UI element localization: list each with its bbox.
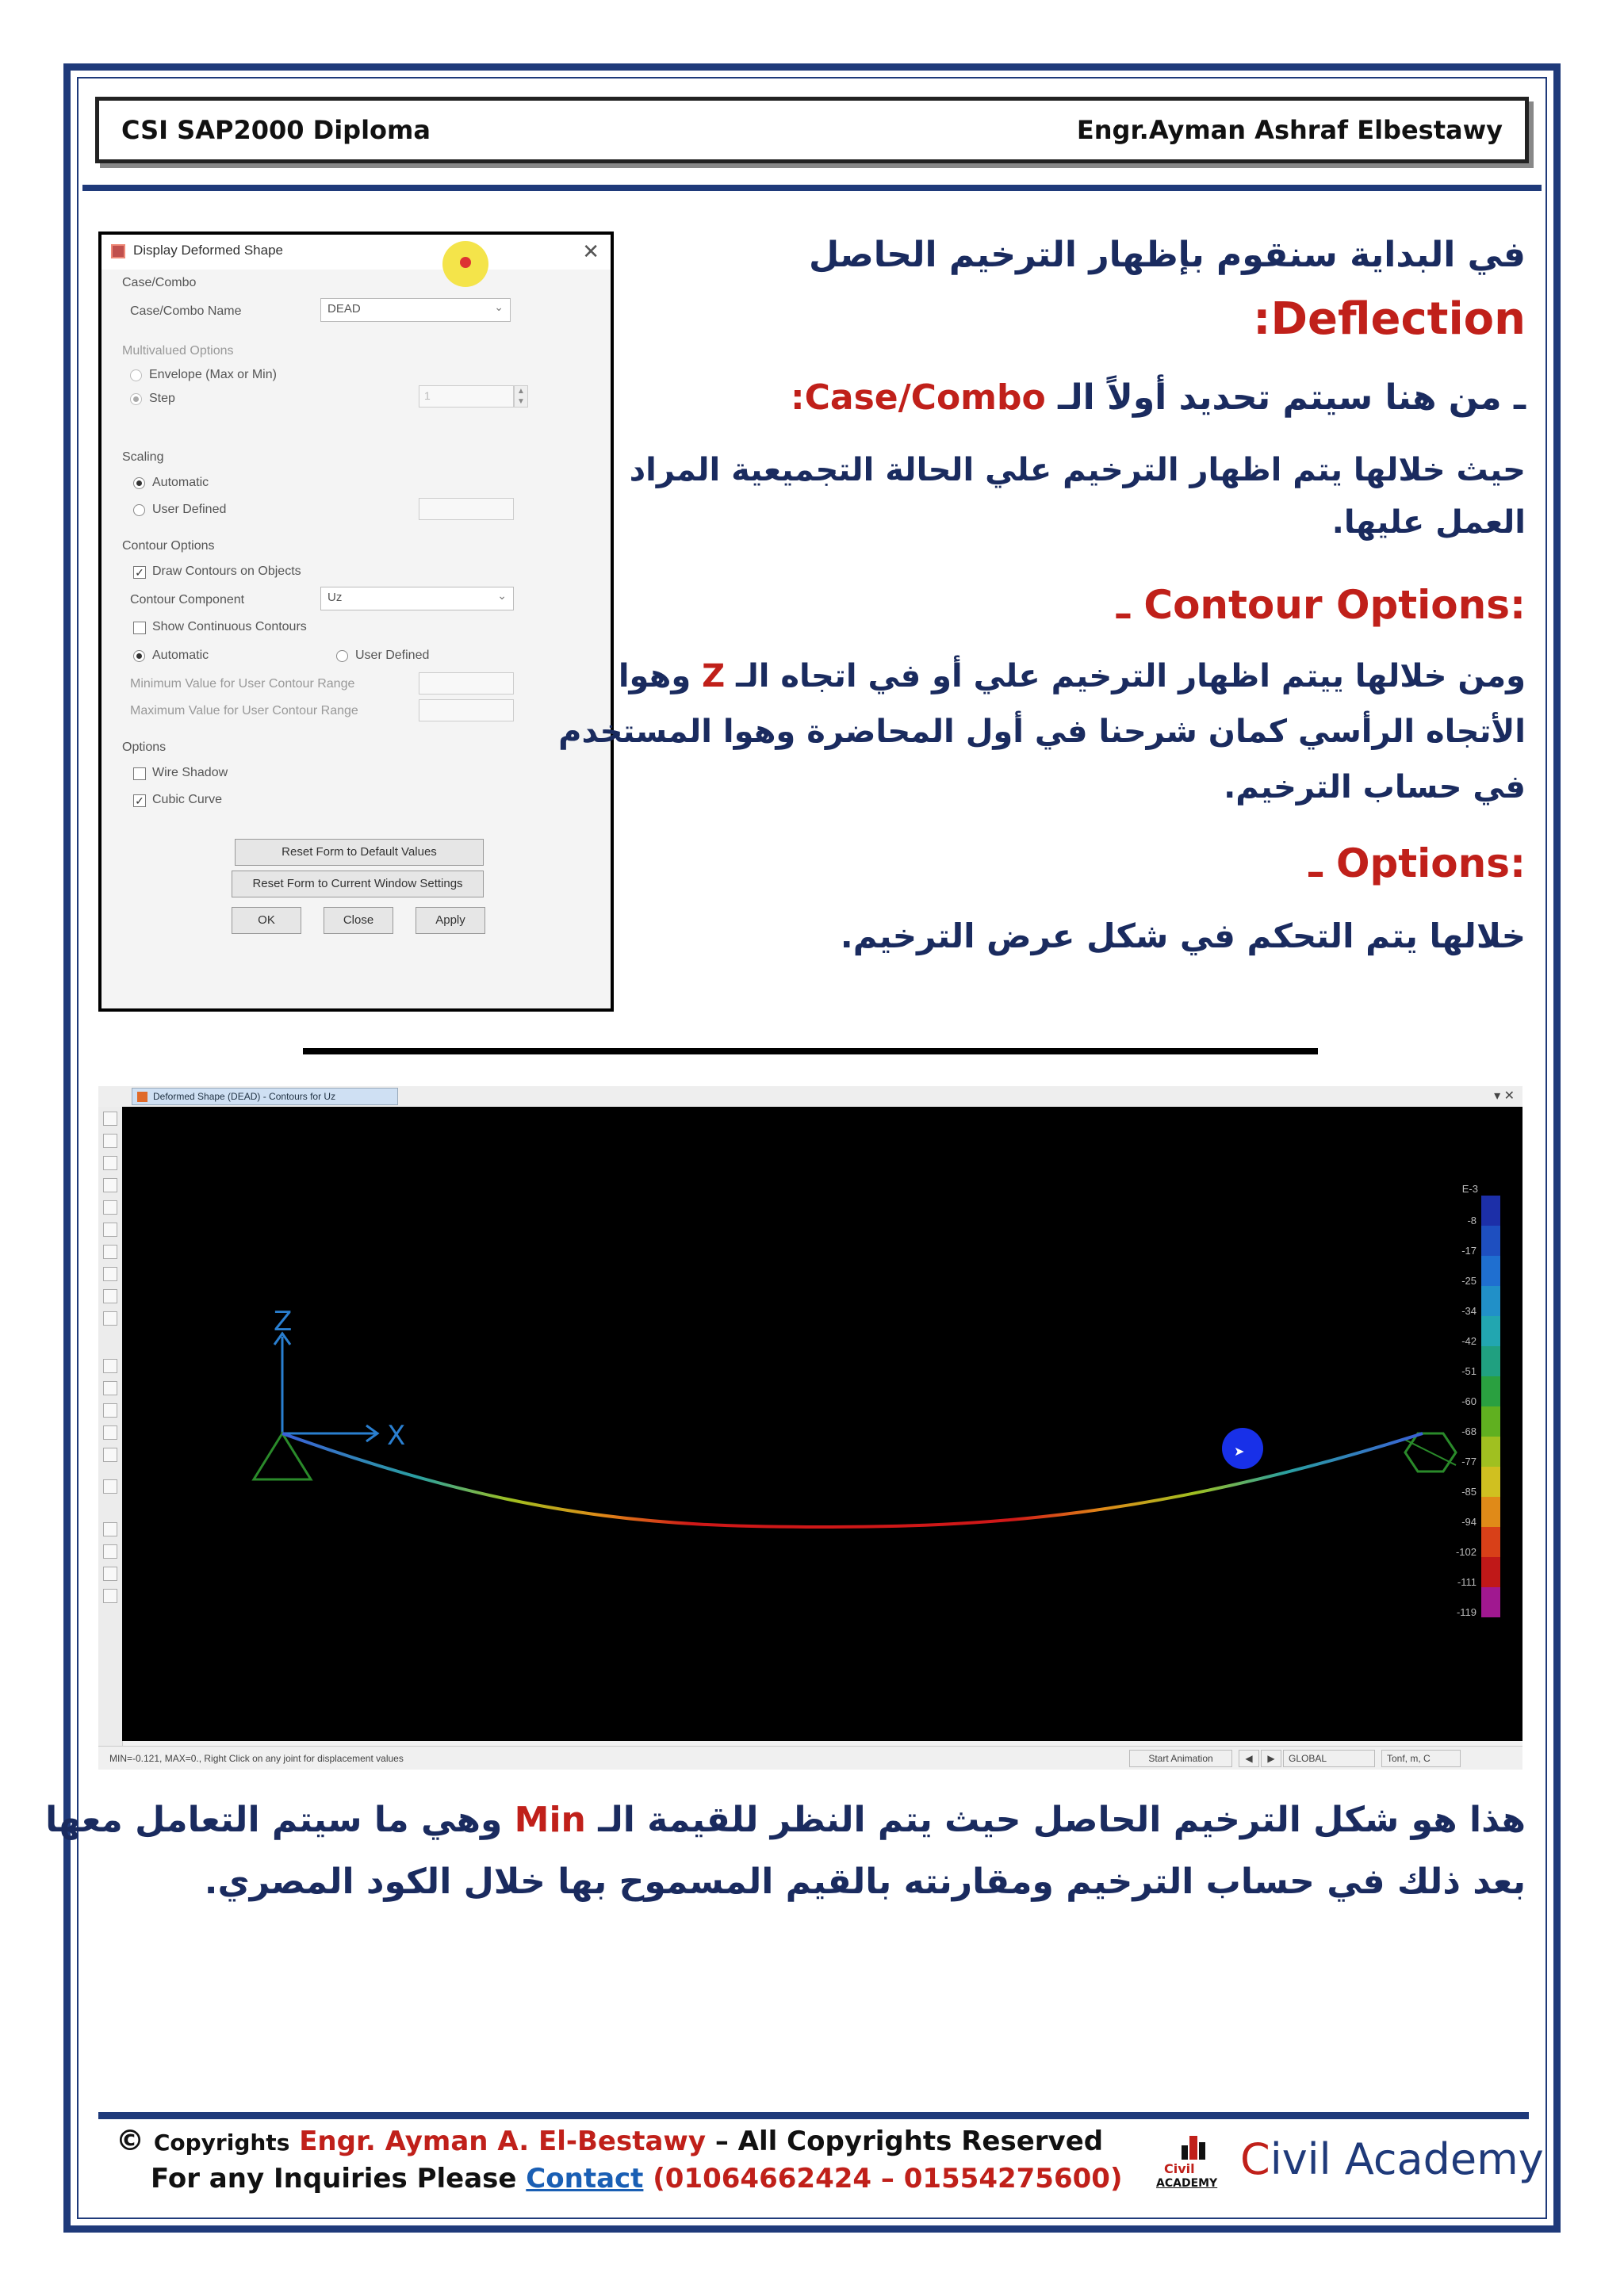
contour-body-line-1 [619,658,1526,695]
contour-body-1b: وهوا [618,658,691,695]
contour-body-line-2: الأتجاه الرأسي كمان شرحنا في أول المحاضرة وهوا المستخدم [558,714,1526,750]
legend-value: -68 [1461,1425,1477,1437]
legend-value: -25 [1461,1275,1477,1287]
grid-snap-icon[interactable] [103,1479,117,1494]
civil-academy-logo [1151,2133,1544,2196]
next-step-button[interactable]: ▶ [1261,1750,1281,1767]
contour-group-label: Contour Options [122,539,215,553]
chevron-down-icon: ⌄ [497,589,507,602]
logo-text [1240,2134,1544,2184]
dialog-title: Display Deformed Shape [133,243,283,258]
sap-deformed-shape-window [98,1086,1522,1770]
close-button[interactable]: Close [324,907,393,934]
case-combo-group-label: Case/Combo [122,276,197,289]
footer-author: Engr. Ayman A. El-Bestawy [299,2126,706,2157]
case-body-line-1: حيث خلالها يتم اظهار الترخيم علي الحالة التجميعية المراد [629,452,1526,488]
legend-swatch [1481,1256,1500,1286]
min-term: Min [514,1800,586,1840]
legend-swatch [1481,1196,1500,1226]
footer-divider [98,2112,1529,2119]
header-course-title: CSI SAP2000 Diploma [121,115,431,145]
dialog-titlebar [102,235,611,270]
area-tool-icon[interactable] [103,1267,117,1281]
multivalued-group-label: Multivalued Options [122,344,234,358]
legend-swatch [1481,1346,1500,1376]
legend-swatch [1481,1587,1500,1617]
legend-value: -119 [1456,1606,1477,1618]
sap-window-tab[interactable] [132,1088,398,1105]
legend-swatch [1481,1497,1500,1527]
deflection-term: :Deflection [1253,293,1526,345]
grid-tool-icon[interactable] [103,1245,117,1259]
solid-tool-icon[interactable] [103,1289,117,1303]
deformed-shape-drawing [122,1107,1522,1741]
page-header [95,97,1529,163]
contour-user-defined-label: User Defined [355,649,430,662]
scaling-group-label: Scaling [122,450,164,464]
legend-value: -94 [1461,1516,1477,1528]
mesh-tool-icon[interactable] [103,1311,117,1326]
frame-tool-icon[interactable] [103,1178,117,1192]
case-combo-name-label: Case/Combo Name [130,304,242,318]
building-icon [1167,2133,1223,2164]
options-body: خلالها يتم التحكم في شكل عرض الترخيم. [840,916,1526,955]
legend-swatch [1481,1467,1500,1497]
case-heading-prefix: ـ من هنا سيتم تحديد أولاً الـ [1058,377,1526,418]
min-value-label: Minimum Value for User Contour Range [130,677,355,691]
contour-body-1a: ومن خلالها ييتم اظهار الترخيم علي أو في اتجاه الـ [736,658,1526,695]
legend-value: -8 [1467,1215,1477,1226]
sap-side-toolbar [98,1107,123,1746]
logo-c: C [1240,2134,1270,2184]
draw-contours-label: Draw Contours on Objects [152,564,301,578]
step-input[interactable]: 1 [419,385,514,408]
legend-swatch [1481,1557,1500,1587]
envelope-radio[interactable] [130,369,142,381]
sap-model-canvas[interactable] [122,1107,1522,1741]
draw-contours-checkbox[interactable]: ✓ [133,566,146,579]
footer-copyright-line [116,2125,1103,2157]
prev-step-button[interactable]: ◀ [1239,1750,1259,1767]
sap-status-bar [98,1746,1522,1770]
logo-small-civil: Civil [1164,2161,1195,2176]
show-continuous-label: Show Continuous Contours [152,620,307,633]
snap-points-icon[interactable] [103,1522,117,1536]
legend-value: -111 [1457,1576,1477,1588]
sap-tab-title: Deformed Shape (DEAD) - Contours for Uz [153,1091,336,1102]
bottom-line-1 [45,1800,1526,1840]
footer-inquiries: For any Inquiries Please [151,2163,517,2195]
contour-body-line-3: في حساب الترخيم. [1224,769,1526,806]
window-controls[interactable]: ▾ ✕ [1494,1089,1515,1103]
mouse-cursor-icon [460,257,471,268]
copyrights-word: Copyrights [153,2130,290,2156]
options-heading: :Options ـ [1308,840,1526,886]
intersect-icon[interactable] [103,1425,117,1440]
step-radio[interactable] [130,393,142,405]
start-animation-button[interactable]: Start Animation [1129,1750,1232,1767]
z-axis-term: Z [702,658,726,695]
legend-value: -102 [1455,1546,1477,1558]
status-text: MIN=-0.121, MAX=0., Right Click on any joint for displacement values [109,1753,404,1764]
legend-swatch [1481,1286,1500,1316]
axis-z-label: Z [274,1306,293,1337]
max-value-label: Maximum Value for User Contour Range [130,704,358,718]
draw-tool-icon[interactable] [103,1134,117,1148]
window-icon [137,1092,147,1102]
reset-default-button[interactable]: Reset Form to Default Values [235,839,484,866]
legend-value: -42 [1461,1335,1477,1347]
show-continuous-checkbox[interactable] [133,622,146,634]
max-value-input[interactable] [419,699,514,721]
apply-button[interactable]: Apply [416,907,485,934]
options-group-label: Options [122,740,167,754]
contour-user-defined-radio[interactable] [336,650,348,662]
bottom-line-2: بعد ذلك في حساب الترخيم ومقارنته بالقيم المسموح بها خلال الكود المصري. [204,1862,1526,1902]
scaling-user-defined-radio[interactable] [133,504,145,516]
legend-value: -34 [1461,1305,1477,1317]
footer-phones: (01064662424 – 01554275600) [653,2163,1123,2195]
step-spinner[interactable]: ▲ ▼ [514,385,528,408]
section-tool-icon[interactable] [103,1200,117,1215]
legend-unit: E-3 [1461,1183,1478,1195]
cubic-curve-checkbox[interactable]: ✓ [133,794,146,807]
legend-value: -51 [1461,1365,1477,1377]
mouse-cursor-icon: ➤ [1234,1445,1245,1459]
reset-current-button[interactable]: Reset Form to Current Window Settings [232,871,484,897]
legend-swatch [1481,1316,1500,1346]
brace-tool-icon[interactable] [103,1223,117,1237]
min-value-input[interactable] [419,672,514,695]
contour-heading: :Contour Options ـ [1116,582,1526,628]
section-divider [303,1048,1318,1054]
scaling-automatic-label: Automatic [152,476,209,489]
footer-contact-line [151,2163,1122,2195]
contact-link[interactable]: Contact [526,2163,644,2195]
z-axis-arrow [274,1334,290,1433]
cubic-curve-label: Cubic Curve [152,793,223,806]
snap-lines-icon[interactable] [103,1589,117,1603]
ok-button[interactable]: OK [232,907,301,934]
close-icon[interactable]: ✕ [582,239,599,263]
contour-component-value: Uz [327,591,343,604]
scaling-automatic-radio[interactable] [133,477,145,489]
case-heading-term: :Case/Combo [790,377,1046,418]
select-prev-icon[interactable] [103,1381,117,1395]
axis-x-label: X [387,1420,406,1452]
snap-mid-icon[interactable] [103,1567,117,1581]
intro-line-1: في البداية سنقوم بإظهار الترخيم الحاصل [808,235,1526,275]
sap-tab-bar [98,1086,1522,1107]
node-tool-icon[interactable] [103,1156,117,1170]
case-body-line-2: العمل عليها. [1331,504,1526,541]
footer-rights: – All Copyrights Reserved [714,2126,1104,2157]
wire-shadow-checkbox[interactable] [133,767,146,780]
legend-swatch [1481,1226,1500,1256]
logo-rest: ivil Academy [1270,2134,1544,2184]
logo-small-academy: ACADEMY [1156,2177,1218,2190]
select-all-icon[interactable] [103,1359,117,1373]
app-icon [111,244,125,258]
clear-selection-icon[interactable] [103,1403,117,1418]
step-label: Step [149,392,175,405]
bottom-1a: هذا هو شكل الترخيم الحاصل حيث يتم النظر للقيمة الـ [598,1800,1526,1840]
contour-component-label: Contour Component [130,593,245,607]
case-heading [791,377,1526,418]
intro-deflection-term [1253,293,1526,345]
legend-swatch [1481,1406,1500,1437]
copyright-symbol: © [116,2125,144,2157]
scale-factor-input[interactable] [419,498,514,520]
snap-ends-icon[interactable] [103,1544,117,1559]
deformed-shape-dialog [98,232,614,1012]
case-combo-value: DEAD [327,302,361,316]
legend-swatch [1481,1527,1500,1557]
legend-value: -85 [1461,1486,1477,1498]
wire-shadow-label: Wire Shadow [152,766,228,779]
units-select[interactable]: Tonf, m, C [1381,1750,1461,1767]
coord-system-select[interactable]: GLOBAL [1283,1750,1375,1767]
legend-value: -60 [1461,1395,1477,1407]
legend-value: -77 [1461,1456,1477,1468]
case-combo-select[interactable] [320,298,511,322]
envelope-label: Envelope (Max or Min) [149,368,277,381]
chevron-down-icon: ⌄ [494,300,504,313]
bottom-1b: وهي ما سيتم التعامل معها [45,1800,503,1840]
legend-swatch [1481,1376,1500,1406]
pointer-tool-icon[interactable] [103,1112,117,1126]
contour-automatic-label: Automatic [152,649,209,662]
contour-automatic-radio[interactable] [133,650,145,662]
header-divider [82,185,1542,191]
legend-value: -17 [1461,1245,1477,1257]
legend-swatch [1481,1437,1500,1467]
contour-component-select[interactable] [320,587,514,610]
line-select-icon[interactable] [103,1448,117,1462]
header-author: Engr.Ayman Ashraf Elbestawy [1076,115,1503,145]
scaling-user-defined-label: User Defined [152,503,227,516]
